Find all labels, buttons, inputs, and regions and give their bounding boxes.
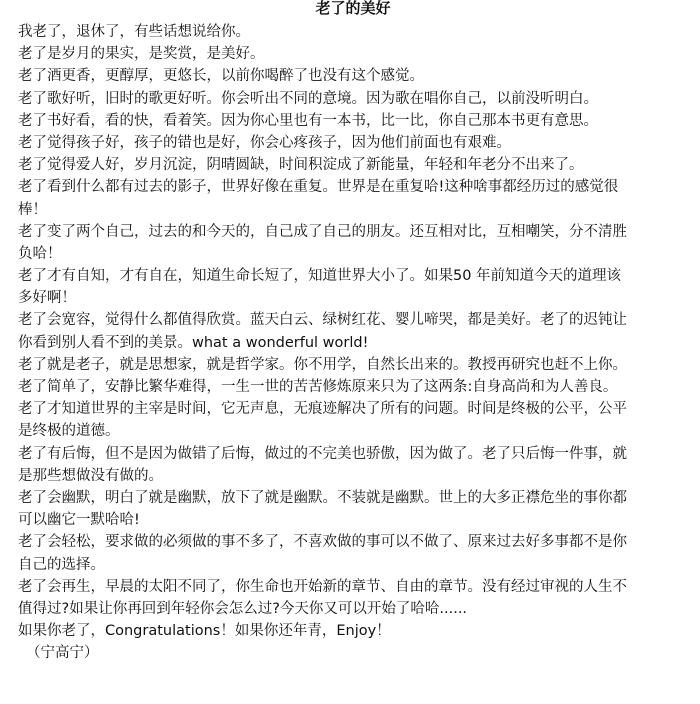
paragraph [18, 65, 688, 87]
document-body [18, 21, 688, 642]
paragraph [18, 88, 688, 110]
document-title: 老了的美好 [315, 0, 391, 17]
paragraph-line: 老了觉得爱人好，岁月沉淀，阴晴圆缺，时间积淀成了新能量，年轻和年老分不出来了。 [18, 157, 584, 174]
paragraph-line: 负哈！ [18, 245, 62, 262]
paragraph [18, 176, 688, 220]
paragraph [18, 576, 688, 620]
paragraph-line: 可以幽它一默哈哈! [18, 512, 140, 529]
paragraph [18, 309, 688, 353]
paragraph-line: 你看到别人看不到的美景。what a wonderful world! [18, 334, 369, 351]
paragraph-line: 是那些想做没有做的。 [18, 467, 163, 484]
paragraph-line: 老了书好看，看的快，看着笑。因为你心里也有一本书，比一比，你自己那本书更有意思。 [18, 112, 598, 129]
paragraph-line: 老了歌好听，旧时的歌更好听。你会听出不同的意境。因为歌在唱你自己，以前没听明白。 [18, 90, 598, 107]
paragraph [18, 376, 688, 398]
paragraph-line: 老了会轻松，要求做的必须做的事不多了，不喜欢做的事可以不做了、原来过去好多事都不是你 [18, 534, 627, 551]
paragraph-line: 老了看到什么都有过去的影子，世界好像在重复。世界是在重复哈!这种啥事都经历过的感觉很 [18, 179, 619, 196]
paragraph-line: 老了就是老子，就是思想家，就是哲学家。你不用学，自然长出来的。教授再研究也赶不上你。 [18, 356, 627, 373]
paragraph-line: 如果你老了，Congratulations！如果你还年青，Enjoy！ [18, 623, 391, 640]
paragraph [18, 620, 688, 642]
paragraph [18, 21, 688, 43]
paragraph [18, 443, 688, 487]
paragraph-line: 自己的选择。 [18, 556, 105, 573]
paragraph-line: 棒！ [18, 201, 47, 218]
author-signature: （宁高宁） [26, 645, 99, 662]
paragraph [18, 43, 688, 65]
paragraph-line: 老了会再生，早晨的太阳不同了，你生命也开始新的章节、自由的章节。没有经过审视的人生不 [18, 578, 627, 595]
paragraph-line: 老了是岁月的果实，是奖赏，是美好。 [18, 46, 265, 63]
paragraph [18, 154, 688, 176]
paragraph-line: 老了酒更香，更醇厚，更悠长，以前你喝醉了也没有这个感觉。 [18, 68, 424, 85]
paragraph-line: 老了会宽容，觉得什么都值得欣赏。蓝天白云、绿树红花、婴儿啼哭，都是美好。老了的迟钝让 [18, 312, 627, 329]
paragraph [18, 265, 688, 309]
paragraph-line: 我老了，退休了，有些话想说给你。 [18, 24, 250, 40]
paragraph-line: 老了才有自知，才有自在，知道生命长短了，知道世界大小了。如果50 年前知道今天的道理该 [18, 268, 622, 285]
paragraph-line: 多好啊！ [18, 290, 76, 307]
paragraph-line: 值得过?如果让你再回到年轻你会怎么过?今天你又可以开始了哈哈...... [18, 600, 468, 617]
paragraph [18, 221, 688, 265]
paragraph-line: 老了会幽默，明白了就是幽默，放下了就是幽默。不装就是幽默。世上的大多正襟危坐的事你都 [18, 489, 627, 506]
paragraph [18, 487, 688, 531]
paragraph-line: 老了才知道世界的主宰是时间，它无声息，无痕迹解决了所有的问题。时间是终极的公平，公平 [18, 401, 627, 418]
paragraph [18, 132, 688, 154]
paragraph [18, 354, 688, 376]
paragraph-line: 老了简单了，安静比繁华难得，一生一世的苦苦修炼原来只为了这两条:自身高尚和为人善良。 [18, 379, 618, 395]
paragraph [18, 531, 688, 575]
paragraph-line: 是终极的道德。 [18, 423, 120, 440]
paragraph-line: 老了觉得孩子好，孩子的错也是好，你会心疼孩子，因为他们前面也有艰难。 [18, 134, 511, 151]
paragraph [18, 398, 688, 442]
paragraph [18, 110, 688, 132]
paragraph-line: 老了有后悔，但不是因为做错了后悔，做过的不完美也骄傲，因为做了。老了只后悔一件事，就 [18, 445, 627, 462]
paragraph-line: 老了变了两个自己，过去的和今天的，自己成了自己的朋友。还互相对比，互相嘲笑，分不清胜 [18, 223, 627, 240]
